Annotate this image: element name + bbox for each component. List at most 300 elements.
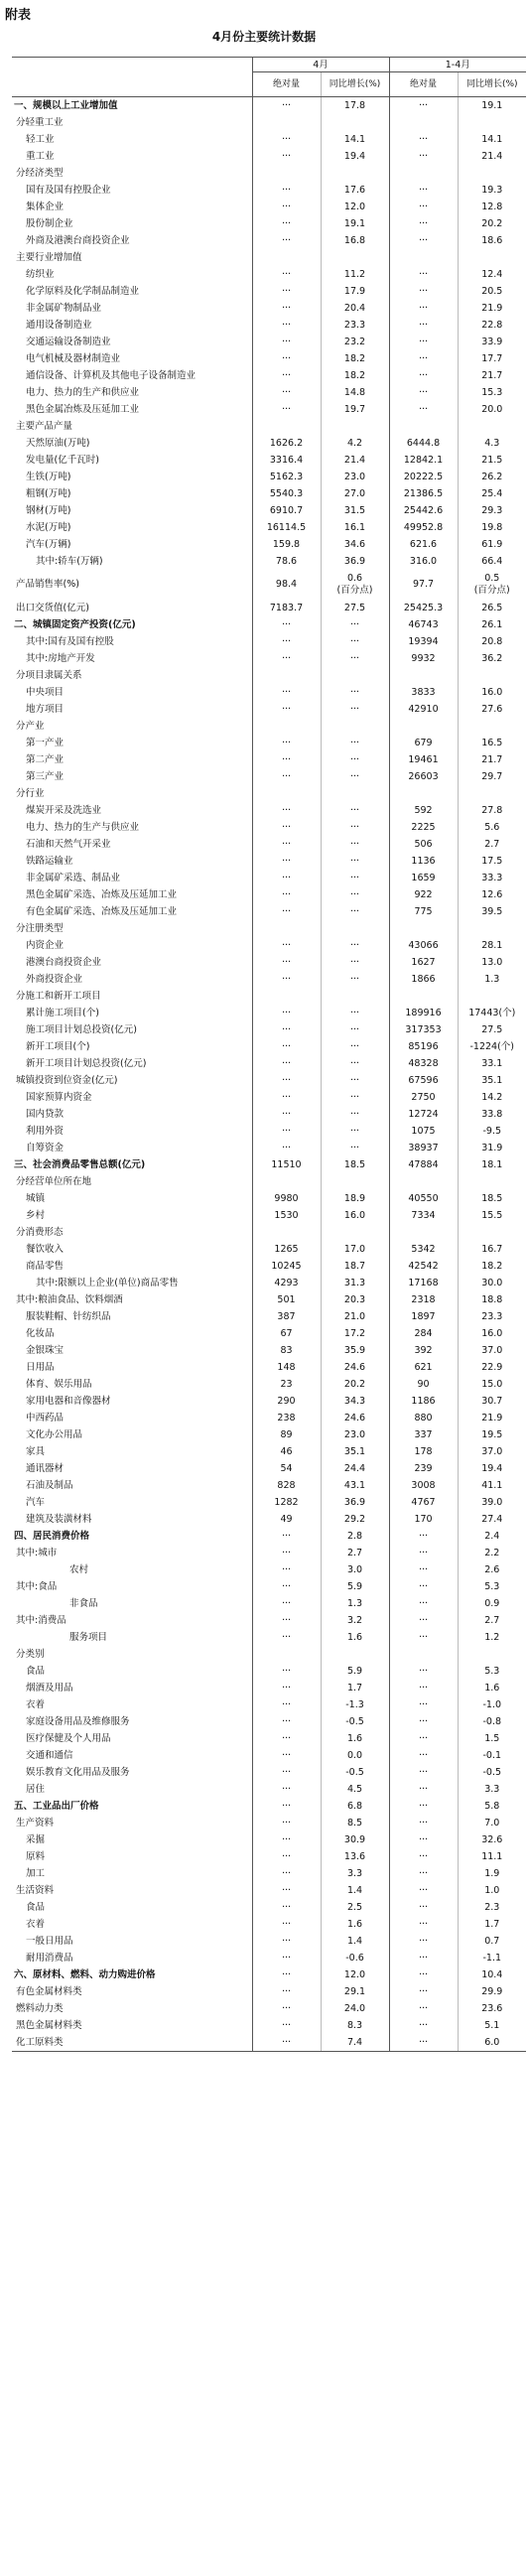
april-absolute: ···	[252, 1005, 321, 1021]
table-row	[12, 1595, 526, 1612]
april-absolute: ···	[252, 1089, 321, 1106]
table-row	[12, 2017, 526, 2034]
row-label: 其中:城市	[12, 1545, 252, 1561]
row-label: 黑色金属材料类	[12, 2017, 252, 2034]
april-growth: 12.0	[321, 1966, 389, 1983]
april-absolute: ···	[252, 1865, 321, 1882]
april-absolute: ···	[252, 954, 321, 971]
table-row	[12, 1258, 526, 1275]
statistics-table	[12, 57, 526, 2052]
ytd-growth: 12.4	[481, 268, 503, 280]
row-label: 城镇投资到位资金(亿元)	[12, 1072, 252, 1089]
april-growth: 24.4	[321, 1460, 389, 1477]
ytd-absolute: ···	[389, 1950, 458, 1966]
header-april: 4月	[252, 58, 389, 72]
april-absolute: ···	[252, 684, 321, 701]
row-label: 分产业	[12, 718, 252, 735]
april-growth: 35.9	[321, 1342, 389, 1359]
april-growth: 17.9	[321, 283, 389, 300]
ytd-growth: 5.6	[484, 821, 500, 833]
april-growth: 1.6	[321, 1916, 389, 1933]
april-absolute: ···	[252, 1038, 321, 1055]
april-absolute: 89	[252, 1426, 321, 1443]
april-absolute: ···	[252, 903, 321, 920]
ytd-absolute: ···	[389, 232, 458, 249]
row-label: 黑色金属冶炼及压延加工业	[12, 401, 252, 418]
april-growth: ···	[321, 886, 389, 903]
april-growth: 17.8	[321, 97, 389, 115]
row-label: 服务项目	[12, 1629, 252, 1646]
row-label: 商品零售	[12, 1258, 252, 1275]
row-label: 通用设备制造业	[12, 317, 252, 334]
ytd-absolute	[389, 920, 458, 937]
april-absolute	[252, 165, 321, 182]
ytd-growth: 14.1	[481, 133, 503, 145]
row-label: 日用品	[12, 1359, 252, 1376]
april-absolute: 54	[252, 1460, 321, 1477]
ytd-growth: 29.7	[481, 770, 503, 782]
row-label: 医疗保健及个人用品	[12, 1730, 252, 1747]
ytd-growth: 2.6	[484, 1563, 500, 1575]
april-growth: 1.3	[321, 1595, 389, 1612]
row-label: 四、居民消费价格	[12, 1528, 252, 1545]
table-row	[12, 350, 526, 367]
ytd-absolute: 592	[389, 802, 458, 819]
ytd-absolute: 316.0	[389, 553, 458, 570]
ytd-absolute: ···	[389, 283, 458, 300]
table-row	[12, 751, 526, 768]
ytd-absolute: 46743	[389, 616, 458, 633]
april-growth: 21.0	[321, 1308, 389, 1325]
table-row	[12, 1241, 526, 1258]
april-absolute: ···	[252, 2000, 321, 2017]
april-growth: 8.5	[321, 1815, 389, 1831]
april-absolute: ···	[252, 283, 321, 300]
ytd-growth: 41.1	[481, 1479, 503, 1491]
ytd-absolute: 85196	[389, 1038, 458, 1055]
april-absolute	[252, 785, 321, 802]
ytd-absolute: 679	[389, 735, 458, 751]
ytd-absolute: 2318	[389, 1291, 458, 1308]
table-row	[12, 735, 526, 751]
table-row	[12, 1038, 526, 1055]
ytd-growth: 30.7	[481, 1395, 503, 1407]
row-label: 出口交货值(亿元)	[12, 600, 252, 616]
ytd-absolute	[389, 249, 458, 266]
table-row	[12, 1190, 526, 1207]
row-label: 新开工项目(个)	[12, 1038, 252, 1055]
ytd-growth: 23.6	[481, 2002, 503, 2014]
april-growth: 16.0	[321, 1207, 389, 1224]
april-growth: 31.5	[321, 502, 389, 519]
table-row	[12, 435, 526, 452]
ytd-growth: 26.5	[481, 602, 503, 613]
table-row	[12, 165, 526, 182]
row-label: 烟酒及用品	[12, 1680, 252, 1696]
row-label: 新开工项目计划总投资(亿元)	[12, 1055, 252, 1072]
ytd-growth: 1.3	[484, 973, 500, 985]
ytd-absolute	[389, 718, 458, 735]
ytd-growth	[458, 718, 526, 735]
ytd-growth: 18.5	[481, 1192, 503, 1204]
row-label: 分行业	[12, 785, 252, 802]
row-label: 汽车(万辆)	[12, 536, 252, 553]
row-label: 内资企业	[12, 937, 252, 954]
row-label: 有色金属矿采选、冶炼及压延加工业	[12, 903, 252, 920]
april-absolute: ···	[252, 199, 321, 215]
appendix-label: 附表	[5, 8, 32, 23]
april-absolute	[252, 1224, 321, 1241]
row-label: 服装鞋帽、针纺织品	[12, 1308, 252, 1325]
april-growth	[321, 114, 389, 131]
row-label: 自筹资金	[12, 1140, 252, 1156]
ytd-growth: 39.0	[481, 1496, 503, 1508]
ytd-growth	[458, 1224, 526, 1241]
april-growth: ···	[321, 701, 389, 718]
ytd-absolute: ···	[389, 1730, 458, 1747]
april-absolute: ···	[252, 2017, 321, 2034]
april-absolute: 49	[252, 1511, 321, 1528]
april-absolute	[252, 114, 321, 131]
row-label: 发电量(亿千瓦时)	[12, 452, 252, 469]
ytd-growth: 20.5	[481, 285, 503, 297]
april-growth: 34.3	[321, 1393, 389, 1410]
ytd-growth: -1.1	[482, 1952, 502, 1964]
table-row	[12, 886, 526, 903]
april-growth: 3.0	[321, 1561, 389, 1578]
april-growth: 2.5	[321, 1899, 389, 1916]
ytd-absolute	[389, 1224, 458, 1241]
table-row	[12, 920, 526, 937]
row-label: 衣着	[12, 1696, 252, 1713]
ytd-absolute: 9932	[389, 650, 458, 667]
ytd-absolute: ···	[389, 266, 458, 283]
april-absolute: ···	[252, 1815, 321, 1831]
april-absolute: 1265	[252, 1241, 321, 1258]
table-row	[12, 367, 526, 384]
ytd-growth: 7.0	[484, 1817, 500, 1829]
april-absolute: ···	[252, 1950, 321, 1966]
ytd-growth: 0.5 (百分点)	[473, 573, 510, 596]
april-growth: ···	[321, 1021, 389, 1038]
ytd-growth: 35.1	[481, 1074, 503, 1086]
april-growth: 5.9	[321, 1578, 389, 1595]
table-row	[12, 971, 526, 988]
april-growth: 17.2	[321, 1325, 389, 1342]
april-growth: ···	[321, 1072, 389, 1089]
ytd-growth: 21.5	[481, 454, 503, 466]
ytd-growth: 1.6	[484, 1682, 500, 1694]
row-label: 家用电器和音像器材	[12, 1393, 252, 1410]
table-row	[12, 1848, 526, 1865]
row-label: 家具	[12, 1443, 252, 1460]
ytd-growth: 18.6	[481, 234, 503, 246]
ytd-growth: 18.2	[481, 1260, 503, 1272]
april-absolute: 5162.3	[252, 469, 321, 485]
ytd-absolute: ···	[389, 1528, 458, 1545]
ytd-absolute: ···	[389, 401, 458, 418]
april-growth: ···	[321, 1038, 389, 1055]
april-absolute: ···	[252, 2034, 321, 2052]
april-growth: 34.6	[321, 536, 389, 553]
april-absolute: ···	[252, 1899, 321, 1916]
row-label: 餐饮收入	[12, 1241, 252, 1258]
ytd-growth: 1.7	[484, 1918, 500, 1930]
april-growth: 0.6 (百分点)	[321, 570, 389, 600]
ytd-growth: 2.2	[484, 1547, 500, 1559]
april-absolute: 501	[252, 1291, 321, 1308]
april-growth: 18.5	[321, 1156, 389, 1173]
ytd-growth: 27.5	[481, 1023, 503, 1035]
april-absolute: ···	[252, 1764, 321, 1781]
ytd-absolute: ···	[389, 1595, 458, 1612]
table-row	[12, 1764, 526, 1781]
ytd-absolute: ···	[389, 2017, 458, 2034]
table-row	[12, 1511, 526, 1528]
april-absolute: 148	[252, 1359, 321, 1376]
april-absolute: ···	[252, 384, 321, 401]
april-growth: 16.1	[321, 519, 389, 536]
april-growth: 13.6	[321, 1848, 389, 1865]
ytd-absolute: 189916	[389, 1005, 458, 1021]
april-absolute: 7183.7	[252, 600, 321, 616]
april-growth	[321, 667, 389, 684]
table-row	[12, 317, 526, 334]
april-absolute: ···	[252, 886, 321, 903]
row-label: 国家预算内资金	[12, 1089, 252, 1106]
ytd-growth: 15.5	[481, 1209, 503, 1221]
april-growth: ···	[321, 853, 389, 870]
april-absolute: 3316.4	[252, 452, 321, 469]
table-row	[12, 1393, 526, 1410]
table-header	[12, 58, 526, 97]
ytd-absolute: 392	[389, 1342, 458, 1359]
april-absolute: ···	[252, 1578, 321, 1595]
ytd-growth: 5.1	[484, 2019, 500, 2031]
ytd-growth: 25.4	[481, 487, 503, 499]
ytd-growth: 27.8	[481, 804, 503, 816]
section-row	[12, 1966, 526, 1983]
ytd-absolute: 3833	[389, 684, 458, 701]
row-label: 铁路运输业	[12, 853, 252, 870]
april-absolute: ···	[252, 802, 321, 819]
ytd-growth: 20.2	[481, 217, 503, 229]
table-row	[12, 1477, 526, 1494]
ytd-growth: 2.4	[484, 1530, 500, 1542]
ytd-absolute: ···	[389, 1629, 458, 1646]
ytd-absolute: 239	[389, 1460, 458, 1477]
row-label: 建筑及装潢材料	[12, 1511, 252, 1528]
ytd-absolute	[389, 418, 458, 435]
table-row	[12, 1140, 526, 1156]
table-row	[12, 1123, 526, 1140]
row-label: 中央项目	[12, 684, 252, 701]
ytd-absolute: 38937	[389, 1140, 458, 1156]
ytd-growth: 29.3	[481, 504, 503, 516]
april-absolute: ···	[252, 131, 321, 148]
row-label: 石油及制品	[12, 1477, 252, 1494]
april-growth: ···	[321, 836, 389, 853]
ytd-growth	[458, 667, 526, 684]
ytd-absolute: 49952.8	[389, 519, 458, 536]
ytd-absolute: 7334	[389, 1207, 458, 1224]
april-absolute: ···	[252, 616, 321, 633]
table-row	[12, 300, 526, 317]
row-label: 原料	[12, 1848, 252, 1865]
row-label: 衣着	[12, 1916, 252, 1933]
april-absolute: ···	[252, 1663, 321, 1680]
april-growth: 17.6	[321, 182, 389, 199]
april-absolute: ···	[252, 870, 321, 886]
april-growth: 23.3	[321, 317, 389, 334]
ytd-absolute: 42542	[389, 1258, 458, 1275]
ytd-growth: 18.1	[481, 1158, 503, 1170]
ytd-growth	[458, 418, 526, 435]
ytd-absolute	[389, 667, 458, 684]
ytd-growth: 19.4	[481, 1462, 503, 1474]
ytd-absolute: 1659	[389, 870, 458, 886]
ytd-absolute: 4767	[389, 1494, 458, 1511]
table-row	[12, 502, 526, 519]
row-label: 天然原油(万吨)	[12, 435, 252, 452]
ytd-growth	[458, 785, 526, 802]
header-growth-april: 同比增长(%)	[321, 72, 389, 97]
row-label: 汽车	[12, 1494, 252, 1511]
april-absolute: ···	[252, 182, 321, 199]
row-label: 其中:食品	[12, 1578, 252, 1595]
row-label: 重工业	[12, 148, 252, 165]
row-label: 生铁(万吨)	[12, 469, 252, 485]
april-growth: ···	[321, 937, 389, 954]
ytd-absolute: 19461	[389, 751, 458, 768]
row-label: 其中:轿车(万辆)	[12, 553, 252, 570]
ytd-absolute: ···	[389, 1578, 458, 1595]
april-growth: 36.9	[321, 1494, 389, 1511]
ytd-growth: 1.0	[484, 1884, 500, 1896]
april-absolute: ···	[252, 819, 321, 836]
april-absolute: ···	[252, 1561, 321, 1578]
row-label: 生活资料	[12, 1882, 252, 1899]
row-label: 第三产业	[12, 768, 252, 785]
ytd-growth: -1224(个)	[469, 1040, 515, 1052]
table-row	[12, 1173, 526, 1190]
row-label: 化工原料类	[12, 2034, 252, 2052]
ytd-growth: 22.9	[481, 1361, 503, 1373]
table-row	[12, 1055, 526, 1072]
row-label: 电气机械及器材制造业	[12, 350, 252, 367]
ytd-growth: 33.1	[481, 1057, 503, 1069]
table-row	[12, 148, 526, 165]
row-label: 有色金属材料类	[12, 1983, 252, 2000]
april-absolute: ···	[252, 215, 321, 232]
april-absolute: ···	[252, 367, 321, 384]
table-row	[12, 1106, 526, 1123]
ytd-absolute: 42910	[389, 701, 458, 718]
ytd-growth: 5.8	[484, 1800, 500, 1812]
table-row	[12, 853, 526, 870]
april-absolute: ···	[252, 334, 321, 350]
april-growth: ···	[321, 768, 389, 785]
ytd-growth: 61.9	[481, 538, 503, 550]
table-row	[12, 937, 526, 954]
row-label: 港澳台商投资企业	[12, 954, 252, 971]
ytd-growth: 39.5	[481, 905, 503, 917]
april-growth	[321, 1224, 389, 1241]
ytd-growth: 29.9	[481, 1985, 503, 1997]
table-row	[12, 469, 526, 485]
ytd-absolute: ···	[389, 97, 458, 115]
ytd-growth	[458, 165, 526, 182]
row-label: 金银珠宝	[12, 1342, 252, 1359]
ytd-absolute: ···	[389, 1696, 458, 1713]
table-row	[12, 1460, 526, 1477]
ytd-absolute: 2225	[389, 819, 458, 836]
april-absolute: ···	[252, 1882, 321, 1899]
ytd-absolute: ···	[389, 334, 458, 350]
april-absolute: ···	[252, 751, 321, 768]
april-growth: 27.0	[321, 485, 389, 502]
table-row	[12, 667, 526, 684]
ytd-absolute: 317353	[389, 1021, 458, 1038]
table-row	[12, 1443, 526, 1460]
april-growth: 1.6	[321, 1629, 389, 1646]
row-label: 其中:限额以上企业(单位)商品零售	[12, 1275, 252, 1291]
ytd-absolute: 90	[389, 1376, 458, 1393]
row-label: 交通和通信	[12, 1747, 252, 1764]
april-growth: 30.9	[321, 1831, 389, 1848]
table-row	[12, 199, 526, 215]
april-growth	[321, 920, 389, 937]
ytd-growth: 0.9	[484, 1597, 500, 1609]
april-growth: -0.5	[321, 1713, 389, 1730]
april-absolute: ···	[252, 317, 321, 334]
april-growth: 17.0	[321, 1241, 389, 1258]
april-absolute: ···	[252, 1730, 321, 1747]
ytd-absolute: 922	[389, 886, 458, 903]
row-label: 交通运输设备制造业	[12, 334, 252, 350]
table-row	[12, 1730, 526, 1747]
ytd-absolute: 25442.6	[389, 502, 458, 519]
april-absolute: ···	[252, 768, 321, 785]
row-label: 分项目隶属关系	[12, 667, 252, 684]
ytd-growth	[458, 1646, 526, 1663]
table-row	[12, 1578, 526, 1595]
ytd-absolute: 67596	[389, 1072, 458, 1089]
ytd-growth: 1.5	[484, 1732, 500, 1744]
ytd-growth: 19.5	[481, 1428, 503, 1440]
april-absolute: 387	[252, 1308, 321, 1325]
april-growth	[321, 988, 389, 1005]
april-growth: 35.1	[321, 1443, 389, 1460]
april-absolute	[252, 988, 321, 1005]
ytd-absolute	[389, 785, 458, 802]
april-growth: ···	[321, 1089, 389, 1106]
ytd-growth: 6.0	[458, 2034, 526, 2052]
april-growth: 20.2	[321, 1376, 389, 1393]
april-growth: ···	[321, 903, 389, 920]
april-absolute: ···	[252, 971, 321, 988]
april-absolute: 238	[252, 1410, 321, 1426]
row-label: 粗钢(万吨)	[12, 485, 252, 502]
table-row	[12, 418, 526, 435]
ytd-absolute: 1627	[389, 954, 458, 971]
table-row	[12, 1224, 526, 1241]
table-row	[12, 802, 526, 819]
april-growth: -0.6	[321, 1950, 389, 1966]
april-growth: 3.3	[321, 1865, 389, 1882]
row-label: 煤炭开采及洗选业	[12, 802, 252, 819]
ytd-absolute	[389, 988, 458, 1005]
